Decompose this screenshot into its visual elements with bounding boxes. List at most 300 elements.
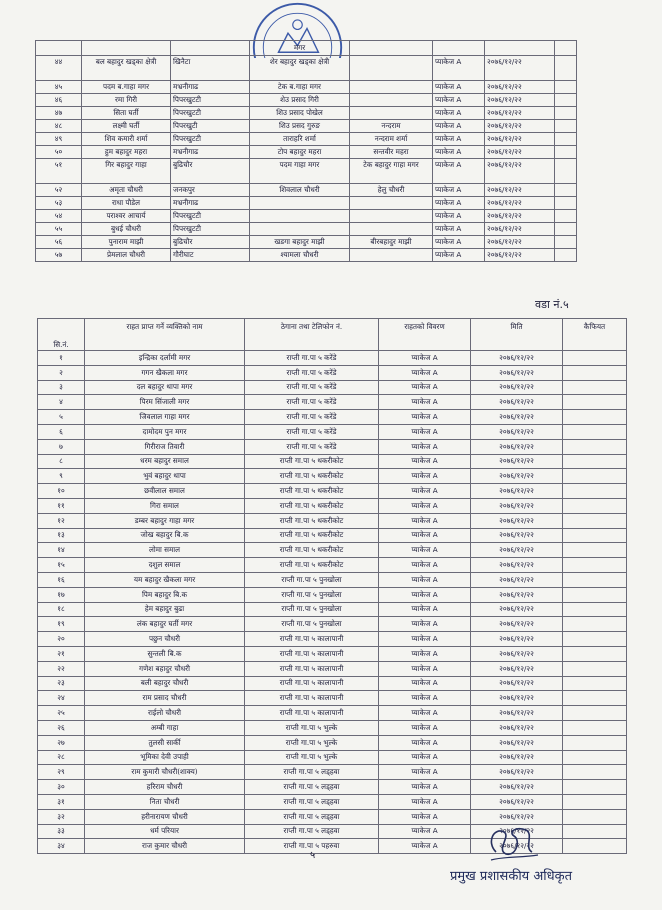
cell-address: राप्ती गा.पा ५ पुनखोला — [245, 617, 379, 632]
cell-sn: ५६ — [36, 236, 82, 249]
cell-package: प्याकेज A — [433, 249, 485, 262]
cell-address: मभ्रनीगाढ — [171, 146, 250, 159]
cell-col5 — [350, 249, 433, 262]
table-row — [36, 41, 577, 56]
table-row — [36, 223, 577, 236]
cell-sn: ५२ — [36, 184, 82, 197]
cell-remark — [563, 498, 627, 513]
cell-date: २०७६/१२/२२ — [471, 454, 563, 469]
cell-date: २०७६/१२/२२ — [471, 661, 563, 676]
cell-remark — [555, 249, 577, 262]
cell-package: प्याकेज A — [433, 56, 485, 81]
cell-col5: नन्दराम शर्मा — [350, 133, 433, 146]
cell-name: निता चौधरी — [85, 794, 245, 809]
cell-package — [433, 41, 485, 56]
cell-date: २०७६/१२/२२ — [471, 513, 563, 528]
table-row — [36, 159, 577, 184]
cell-col5 — [350, 56, 433, 81]
cell-address: खिनैटा — [171, 56, 250, 81]
cell-date: २०७६/१२/२२ — [485, 107, 555, 120]
cell-name: जोख बहादुर बि.क — [85, 528, 245, 543]
cell-date: २०७६/१२/२२ — [471, 646, 563, 661]
cell-address: पिपरखुटी — [171, 120, 250, 133]
cell-sn: ३ — [38, 380, 85, 395]
cell-col5: हेलु चौधरी — [350, 184, 433, 197]
cell-address: राप्ती गा.पा ५ करेंडे — [245, 439, 379, 454]
cell-address: राप्ती गा.पा ५ कालापानी — [245, 706, 379, 721]
cell-remark — [563, 454, 627, 469]
table-row — [38, 750, 627, 765]
cell-address: राप्ती गा.पा ५ भुल्के — [245, 735, 379, 750]
cell-remark — [563, 528, 627, 543]
table-row — [36, 197, 577, 210]
cell-package: प्याकेज A — [433, 120, 485, 133]
cell-col5: नन्दराम — [350, 120, 433, 133]
cell-relief: प्याकेज A — [379, 498, 471, 513]
cell-name: राईलो चौधरी — [85, 706, 245, 721]
cell-date: २०७६/१२/२२ — [471, 395, 563, 410]
cell-address: राप्ती गा.पा ५ लड्हवा — [245, 794, 379, 809]
cell-date: २०७६/१२/२२ — [485, 249, 555, 262]
cell-address: राप्ती गा.पा ५ थकरीकोट — [245, 469, 379, 484]
cell-address: राप्ती गा.पा ५ लड्हवा — [245, 780, 379, 795]
cell-relief: प्याकेज A — [379, 809, 471, 824]
cell-relief: प्याकेज A — [379, 380, 471, 395]
cell-date: २०७६/१२/२२ — [471, 380, 563, 395]
cell-name: हरीनारायण चौधरी — [85, 809, 245, 824]
table-row — [38, 498, 627, 513]
cell-name: प्रेमलाल चौधरी — [82, 249, 171, 262]
cell-date: २०७६/१२/२२ — [471, 543, 563, 558]
header-date: मिति — [471, 319, 563, 351]
cell-package: प्याकेज A — [433, 236, 485, 249]
cell-address: राप्ती गा.पा ५ पुनखोला — [245, 602, 379, 617]
cell-name: गिरा समाल — [85, 498, 245, 513]
cell-remark — [555, 236, 577, 249]
header-name: राहत प्राप्त गर्ने व्यक्तिको नाम — [85, 319, 245, 351]
cell-name: दल बहादुर थापा मगर — [85, 380, 245, 395]
cell-address: राप्ती गा.पा ५ करेंडे — [245, 424, 379, 439]
cell-name: यम बहादुर खैकला मगर — [85, 572, 245, 587]
cell-sn: ३४ — [38, 839, 85, 854]
cell-remark — [563, 661, 627, 676]
cell-address: जनकपुर — [171, 184, 250, 197]
cell-sn: ३३ — [38, 824, 85, 839]
cell-address: राप्ती गा.पा ५ करेंडे — [245, 365, 379, 380]
cell-sn: ५१ — [36, 159, 82, 184]
cell-date: २०७६/१२/२२ — [471, 572, 563, 587]
cell-relief: प्याकेज A — [379, 602, 471, 617]
previous-ward-table — [35, 40, 577, 262]
cell-remark — [555, 223, 577, 236]
cell-name: लक्ष्मी घर्ती — [82, 120, 171, 133]
cell-remark — [555, 197, 577, 210]
cell-address: पिपरखुटटी — [171, 223, 250, 236]
cell-relief: प्याकेज A — [379, 676, 471, 691]
cell-relative: टोप बहादुर महरा — [250, 146, 350, 159]
cell-name: हरिराम चौधरी — [85, 780, 245, 795]
cell-sn: ४ — [38, 395, 85, 410]
cell-remark — [555, 184, 577, 197]
cell-relative: श्यामला चौधरी — [250, 249, 350, 262]
cell-date: २०७६/१२/२२ — [471, 410, 563, 425]
cell-sn: ५३ — [36, 197, 82, 210]
table-row — [38, 439, 627, 454]
cell-address: राप्ती गा.पा ५ करेंडे — [245, 410, 379, 425]
signature-icon — [476, 822, 546, 866]
cell-col5 — [350, 223, 433, 236]
cell-address: मभ्रनीगाढ — [171, 197, 250, 210]
header-address: ठेगाना तथा टेलिफोन नं. — [245, 319, 379, 351]
cell-relief: प्याकेज A — [379, 794, 471, 809]
cell-address: राप्ती गा.पा ५ लड्हवा — [245, 809, 379, 824]
cell-date: २०७६/१२/२२ — [471, 735, 563, 750]
cell-sn — [36, 41, 82, 56]
ward-number-label: वडा नं.५ — [535, 298, 569, 311]
cell-relative: शेर बहादुर खड्का क्षेत्री — [250, 56, 350, 81]
cell-name: भुवं बहादुर थापा — [85, 469, 245, 484]
cell-relative — [250, 210, 350, 223]
cell-name: तुलसी सार्की — [85, 735, 245, 750]
cell-name: अमृता चौधरी — [82, 184, 171, 197]
cell-date: २०७६/१२/२२ — [471, 765, 563, 780]
cell-date: २०७६/१२/२२ — [471, 469, 563, 484]
cell-remark — [563, 439, 627, 454]
cell-sn: ४६ — [36, 94, 82, 107]
cell-address: राप्ती गा.पा ५ पहरुवा — [245, 839, 379, 854]
cell-address: राप्ती गा.पा ५ करेंडे — [245, 395, 379, 410]
cell-sn: १६ — [38, 572, 85, 587]
cell-remark — [555, 94, 577, 107]
cell-package: प्याकेज A — [433, 159, 485, 184]
cell-name: अम्बी गाहा — [85, 720, 245, 735]
cell-remark — [563, 513, 627, 528]
cell-remark — [563, 824, 627, 839]
cell-date: २०७६/१२/२२ — [485, 197, 555, 210]
cell-relief: प्याकेज A — [379, 424, 471, 439]
cell-package: प्याकेज A — [433, 133, 485, 146]
cell-date: २०७६/१२/२२ — [471, 632, 563, 647]
page-number: ५ — [310, 850, 316, 861]
cell-relative — [250, 197, 350, 210]
table-row — [38, 380, 627, 395]
cell-relative: पदम गाहा मगर — [250, 159, 350, 184]
cell-package: प्याकेज A — [433, 146, 485, 159]
cell-sn: ११ — [38, 498, 85, 513]
cell-sn: १४ — [38, 543, 85, 558]
cell-sn: १ — [38, 351, 85, 366]
cell-relief: प्याकेज A — [379, 706, 471, 721]
cell-date: २०७६/१२/२२ — [471, 351, 563, 366]
table-row — [38, 735, 627, 750]
cell-relief: प्याकेज A — [379, 528, 471, 543]
cell-relative: शिउ प्रसाद पोखेल — [250, 107, 350, 120]
cell-address: पिपरखुटटी — [171, 133, 250, 146]
cell-remark — [563, 484, 627, 499]
header-relief: राहतको विवरण — [379, 319, 471, 351]
cell-remark — [563, 587, 627, 602]
cell-name: पुनाराम माझी — [82, 236, 171, 249]
cell-date: २०७६/१२/२२ — [471, 587, 563, 602]
cell-col5 — [350, 81, 433, 94]
cell-relief: प्याकेज A — [379, 513, 471, 528]
cell-address: राप्ती गा.पा ५ थकरीकोट — [245, 558, 379, 573]
cell-remark — [563, 351, 627, 366]
table-row — [38, 706, 627, 721]
cell-remark — [555, 56, 577, 81]
cell-name: दामोदम पुन मगर — [85, 424, 245, 439]
cell-relative: शिउ प्रसद गुरुङ — [250, 120, 350, 133]
table-row — [38, 691, 627, 706]
cell-package: प्याकेज A — [433, 223, 485, 236]
cell-name: पिम बहादुर बि.क — [85, 587, 245, 602]
cell-name: राम कुमारी चौधरी(शाक्य) — [85, 765, 245, 780]
cell-name: पछुन चौधरी — [85, 632, 245, 647]
cell-address: राप्ती गा.पा ५ भुल्के — [245, 750, 379, 765]
table-row — [38, 632, 627, 647]
table-row — [38, 351, 627, 366]
cell-relief: प्याकेज A — [379, 558, 471, 573]
cell-date: २०७६/१२/२२ — [485, 159, 555, 184]
cell-relative: ताराहरि शर्मा — [250, 133, 350, 146]
cell-sn: २० — [38, 632, 85, 647]
cell-date: २०७६/१२/२२ — [485, 223, 555, 236]
cell-relief: प्याकेज A — [379, 439, 471, 454]
cell-relief: प्याकेज A — [379, 765, 471, 780]
cell-address: राप्ती गा.पा ५ करेंडे — [245, 380, 379, 395]
cell-address: राप्ती गा.पा ५ पुनखोला — [245, 572, 379, 587]
cell-sn: १० — [38, 484, 85, 499]
cell-sn: ७ — [38, 439, 85, 454]
cell-date: २०७६/१२/२२ — [471, 424, 563, 439]
cell-sn: २२ — [38, 661, 85, 676]
cell-relief: प्याकेज A — [379, 587, 471, 602]
cell-sn: १३ — [38, 528, 85, 543]
cell-sn: १९ — [38, 617, 85, 632]
table-row — [38, 543, 627, 558]
table-row — [38, 720, 627, 735]
cell-name: इन्द्रिका दर्लामी मगर — [85, 351, 245, 366]
cell-relief: प्याकेज A — [379, 780, 471, 795]
cell-remark — [563, 424, 627, 439]
cell-sn: ३२ — [38, 809, 85, 824]
cell-address: राप्ती गा.पा ५ थकरीकोट — [245, 454, 379, 469]
cell-package: प्याकेज A — [433, 81, 485, 94]
cell-sn: १२ — [38, 513, 85, 528]
cell-relief: प्याकेज A — [379, 395, 471, 410]
cell-remark — [555, 210, 577, 223]
cell-name: बली बहादुर चौधरी — [85, 676, 245, 691]
cell-name: बल बहादुर खड्का क्षेत्री — [82, 56, 171, 81]
cell-relative — [250, 223, 350, 236]
cell-address: राप्ती गा.पा ५ थकरीकोट — [245, 513, 379, 528]
cell-sn: ४७ — [36, 107, 82, 120]
cell-sn: ४८ — [36, 120, 82, 133]
cell-date: २०७६/१२/२२ — [471, 750, 563, 765]
cell-name: गिर बहादुर गाहा — [82, 159, 171, 184]
cell-package: प्याकेज A — [433, 210, 485, 223]
cell-col5 — [350, 41, 433, 56]
cell-col5: बीरबहादुर माझी — [350, 236, 433, 249]
cell-sn: ४५ — [36, 81, 82, 94]
cell-col5: सन्तवीर महरा — [350, 146, 433, 159]
cell-name: गणेश बहादुर चौधरी — [85, 661, 245, 676]
cell-name: दशुल समाल — [85, 558, 245, 573]
cell-sn: ३० — [38, 780, 85, 795]
header-remark: कैफियत — [563, 319, 627, 351]
cell-name: लंक बहादुर घर्ती मगर — [85, 617, 245, 632]
table-row — [36, 236, 577, 249]
cell-address: गौरीघाट — [171, 249, 250, 262]
cell-name: भूमिका देवी उपाही — [85, 750, 245, 765]
cell-date: २०७६/१२/२२ — [485, 236, 555, 249]
cell-sn: २८ — [38, 750, 85, 765]
cell-relief: प्याकेज A — [379, 824, 471, 839]
cell-name: जिवलाल गाहा मगर — [85, 410, 245, 425]
cell-relief: प्याकेज A — [379, 750, 471, 765]
cell-address: राप्ती गा.पा ५ थकरीकोट — [245, 498, 379, 513]
table-row — [38, 365, 627, 380]
cell-date: २०७६/१२/२२ — [471, 617, 563, 632]
table-row — [38, 661, 627, 676]
cell-relative: शेउ प्रसाद गिरी — [250, 94, 350, 107]
cell-remark — [555, 133, 577, 146]
table-row — [38, 646, 627, 661]
cell-relief: प्याकेज A — [379, 735, 471, 750]
cell-date: २०७६/१२/२२ — [485, 146, 555, 159]
cell-date: २०७६/१२/२२ — [471, 809, 563, 824]
cell-remark — [563, 646, 627, 661]
table-row — [38, 424, 627, 439]
table-row — [38, 558, 627, 573]
cell-remark — [563, 809, 627, 824]
cell-remark — [563, 794, 627, 809]
cell-remark — [563, 676, 627, 691]
cell-address: बुढिचौर — [171, 159, 250, 184]
cell-name: सुन्तली बि.क — [85, 646, 245, 661]
cell-remark — [555, 107, 577, 120]
cell-remark — [555, 41, 577, 56]
table-row — [36, 56, 577, 81]
cell-name: गिरीराज तिवारी — [85, 439, 245, 454]
table-row — [36, 81, 577, 94]
table-row — [38, 484, 627, 499]
table-row — [36, 120, 577, 133]
table-row — [36, 249, 577, 262]
cell-relief: प्याकेज A — [379, 839, 471, 854]
cell-sn: २१ — [38, 646, 85, 661]
cell-relief: प्याकेज A — [379, 454, 471, 469]
cell-col5 — [350, 210, 433, 223]
cell-remark — [563, 572, 627, 587]
table-row — [38, 410, 627, 425]
cell-date: २०७६/१२/२२ — [485, 184, 555, 197]
cell-name: लोमा समाल — [85, 543, 245, 558]
cell-remark — [563, 365, 627, 380]
cell-sn: १५ — [38, 558, 85, 573]
cell-package: प्याकेज A — [433, 94, 485, 107]
cell-name: हुम बहादुर महरा — [82, 146, 171, 159]
table-row — [38, 395, 627, 410]
cell-remark — [563, 632, 627, 647]
table-row — [36, 146, 577, 159]
cell-date: २०७६/१२/२२ — [485, 133, 555, 146]
cell-date: २०७६/१२/२२ — [471, 558, 563, 573]
table-row — [38, 513, 627, 528]
cell-remark — [563, 617, 627, 632]
cell-sn: ४९ — [36, 133, 82, 146]
cell-sn: ५ — [38, 410, 85, 425]
cell-package: प्याकेज A — [433, 184, 485, 197]
designation: प्रमुख प्रशासकीय अधिकृत — [450, 869, 573, 884]
table-row — [36, 94, 577, 107]
cell-relief: प्याकेज A — [379, 691, 471, 706]
cell-relief: प्याकेज A — [379, 543, 471, 558]
cell-address: राप्ती गा.पा ५ कालापानी — [245, 676, 379, 691]
cell-name: सिता घर्ती — [82, 107, 171, 120]
table-row — [38, 528, 627, 543]
cell-relief: प्याकेज A — [379, 572, 471, 587]
cell-relief: प्याकेज A — [379, 410, 471, 425]
cell-remark — [555, 146, 577, 159]
cell-address: राप्ती गा.पा ५ थकरीकोट — [245, 484, 379, 499]
cell-remark — [563, 380, 627, 395]
cell-remark — [563, 706, 627, 721]
table-row — [38, 454, 627, 469]
cell-remark — [563, 602, 627, 617]
cell-relief: प्याकेज A — [379, 617, 471, 632]
cell-name: छवीलाल समाल — [85, 484, 245, 499]
cell-sn: ३१ — [38, 794, 85, 809]
cell-address: राप्ती गा.पा ५ थकरीकोट — [245, 543, 379, 558]
cell-remark — [563, 543, 627, 558]
cell-col5 — [350, 94, 433, 107]
cell-remark — [563, 839, 627, 854]
cell-name: रमा गिरी — [82, 94, 171, 107]
cell-name — [82, 41, 171, 56]
cell-sn: ५५ — [36, 223, 82, 236]
cell-date: २०७६/१२/२२ — [485, 56, 555, 81]
cell-relief: प्याकेज A — [379, 632, 471, 647]
cell-sn: ८ — [38, 454, 85, 469]
cell-address: राप्ती गा.पा ५ थकरीकोट — [245, 528, 379, 543]
cell-remark — [563, 395, 627, 410]
cell-date: २०७६/१२/२२ — [471, 498, 563, 513]
cell-remark — [563, 558, 627, 573]
cell-name: धरम बहादुर समाल — [85, 454, 245, 469]
table-row — [38, 572, 627, 587]
cell-sn: ४४ — [36, 56, 82, 81]
table-row — [38, 469, 627, 484]
cell-package: प्याकेज A — [433, 197, 485, 210]
cell-date: २०७६/१२/२२ — [485, 94, 555, 107]
table-row — [38, 676, 627, 691]
cell-date: २०७६/१२/२२ — [471, 439, 563, 454]
cell-address: राप्ती गा.पा ५ लड्हवा — [245, 765, 379, 780]
cell-sn: ५७ — [36, 249, 82, 262]
cell-remark — [563, 765, 627, 780]
cell-name: गगन खैकला मगर — [85, 365, 245, 380]
cell-address: पिपरखुटटी — [171, 94, 250, 107]
cell-sn: २७ — [38, 735, 85, 750]
cell-address: मभ्रनीगाढ — [171, 81, 250, 94]
table-row — [38, 794, 627, 809]
cell-relief: प्याकेज A — [379, 646, 471, 661]
cell-remark — [563, 750, 627, 765]
cell-remark — [555, 159, 577, 184]
table-header-row — [38, 319, 627, 351]
cell-relief: प्याकेज A — [379, 469, 471, 484]
